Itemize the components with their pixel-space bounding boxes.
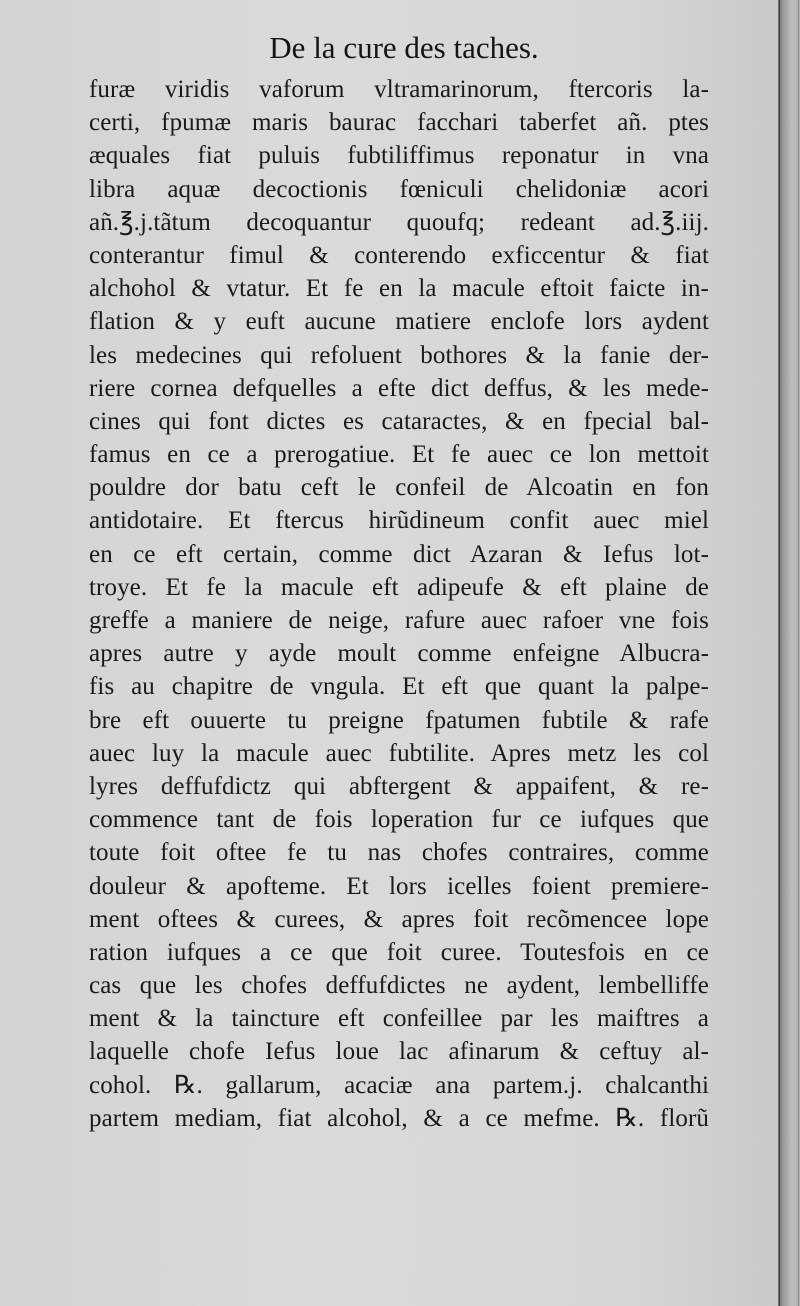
text-line: toute foit oftee fe tu nas chofes contraires, comme: [89, 839, 709, 867]
text-line: pouldre dor batu ceft le confeil de Alcoatin en fon: [89, 474, 709, 502]
text-line: cines qui font dictes es cataractes, & en fpecial bal-: [89, 407, 709, 435]
text-line: bre eft ouuerte tu preigne fpatumen fubtile & rafe: [89, 706, 709, 734]
text-line: conterantur fimul & conterendo exficcentur & fiat: [89, 241, 709, 269]
text-line: ration iufques a ce que foit curee. Toutesfois en ce: [89, 938, 709, 966]
text-line: auec luy la macule auec fubtilite. Apres metz les col: [89, 739, 709, 767]
text-line: æquales fiat puluis fubtiliffimus reponatur in vna: [89, 142, 709, 170]
text-line: cas que les chofes deffufdictes ne aydent, lembelliffe: [89, 972, 709, 1000]
text-line: troye. Et fe la macule eft adipeufe & eft plaine de: [89, 573, 709, 601]
text-line: alchohol & vtatur. Et fe en la macule eftoit faicte in-: [89, 275, 709, 303]
text-line: certi, fpumæ maris baurac facchari taberfet añ. ptes: [89, 109, 709, 137]
text-line: douleur & apofteme. Et lors icelles foient premiere-: [89, 872, 709, 900]
text-line: les medecines qui refoluent bothores & la fanie der-: [89, 341, 709, 369]
text-line: laquelle chofe Iefus loue lac afinarum & ceftuy al-: [89, 1038, 709, 1066]
text-line: apres autre y ayde moult comme enfeigne Albucra-: [89, 640, 709, 668]
text-line: furæ viridis vaforum vltramarinorum, ftercoris la-: [89, 76, 709, 103]
text-line: ment oftees & curees, & apres foit recõmencee lope: [89, 905, 709, 933]
text-line: libra aquæ decoctionis fœniculi chelidoniæ acori: [89, 175, 709, 203]
text-line: lyres deffufdictz qui abftergent & appaifent, & re-: [89, 772, 709, 800]
text-line: partem mediam, fiat alcohol, & a ce mefme. ℞. florũ: [89, 1104, 709, 1132]
running-title: De la cure des taches.: [269, 30, 539, 65]
text-line: fis au chapitre de vngula. Et eft que quant la palpe-: [89, 673, 709, 701]
text-line: añ.℥.j.tãtum decoquantur quoufq; redeant ad.℥.iij.: [89, 208, 709, 236]
text-line: commence tant de fois loperation fur ce iufques que: [89, 806, 709, 834]
text-line: riere cornea defquelles a efte dict deffus, & les mede-: [89, 374, 709, 402]
text-line: greffe a maniere de neige, rafure auec rafoer vne fois: [89, 607, 709, 634]
text-line: antidotaire. Et ftercus hirũdineum confit auec miel: [89, 507, 709, 535]
text-line: ment & la taincture eft confeillee par les maiftres a: [89, 1005, 709, 1033]
page-edge-line: [798, 0, 799, 1306]
body-text: [89, 73, 709, 1135]
text-line: flation & y euft aucune matiere enclofe lors aydent: [89, 308, 709, 336]
text-line: en ce eft certain, comme dict Azaran & Iefus lot-: [89, 540, 709, 568]
text-line: famus en ce a prerogatiue. Et fe auec ce lon mettoit: [89, 441, 709, 469]
text-line: cohol. ℞. gallarum, acaciæ ana partem.j. chalcanthi: [89, 1071, 709, 1099]
page-edge-line: [779, 0, 780, 1306]
page-edge: [778, 0, 800, 1306]
